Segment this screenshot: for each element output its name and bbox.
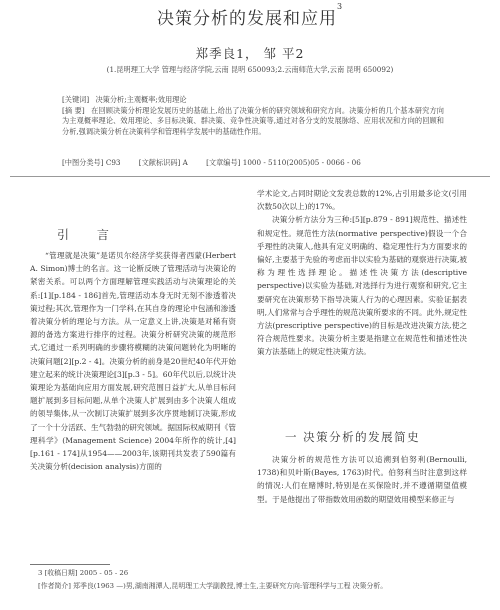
left-paragraph: “管理就是决策”是诺贝尔经济学奖获得者西蒙(Herbert A. Simon)博士的名言。这一论断反映了管理活动与决策论的紧密关系。可以两个方面理解管理实践活动与决策理论的关系:[1][p.184 - 186]首先,管理活动本身无时无刻不渗透着决策过程;其次,管理作为一门学科,在其自身的理论中包涵和渗透着决策分析的理论与方法。从一定意义上讲,决策是对稀有资源的备选方案进行排序的过程。决策分析研究决策的规范形式,它通过一系列明确的步骤将模糊的决策问题转化为明晰的决策问题[2][p.2 - 4]。决策分析的前身是20世纪40年代开始建立起来的统计决策理论[3][p.3 - 5]。60年代以后,以统计决策理论为基础向应用方面发展,研究范围日益扩大,从单目标问题扩展到多目标问题,从单个决策人扩展到由多个决策人组成的领导集体,从一次制订决策扩展到多次序贯地制订决策,形成了一个十分活跃、生气勃勃的研究领域。据国际权威期刊《管理科学》(Management Science) 2004年所作的统计,[4][p.161 - 174]从1954——2003年,该期刊共发表了590篇有关决策分析(decision analysis)方面的 (30, 251, 236, 472)
paper-title: 决策分析的发展和应用$^3$ (156, 2, 344, 29)
intro-heading: 引 言 (57, 228, 121, 242)
section-heading: 一 决策分析的发展简史 (285, 430, 421, 444)
clc-number: [中图分类号] C93 (62, 158, 121, 167)
author-bio: [作者简介] 郑季良(1963 —)男,湖南湘潭人,昆明理工大学副教授,博士生,主要研究方向:管理科学与工程 决策分析。 (38, 581, 388, 590)
header-divider (10, 176, 490, 177)
footnote-divider (30, 564, 110, 565)
left-column (30, 249, 236, 473)
author-line: 郑季良1， 邹 平2 (195, 46, 305, 61)
abstract-text: 在回顾决策分析理论发展历史的基础上,给出了决策分析的研究领域和研究方向。决策分析的几个基本研究方向为主观概率理论、效用理论、多目标决策、群决策、竞争性决策等,通过对各分支的发展脉络、应用状况和方向的回顾和分析,强调决策分析在决策科学和管理科学发展中的基础性作用。 (62, 106, 444, 136)
abstract-label: [摘 要] (62, 106, 85, 115)
classification-line (62, 158, 462, 168)
received-date: 3 [收稿日期] 2005 - 05 - 26 (38, 569, 129, 577)
right-column-bottom (257, 453, 467, 506)
keywords-label: [关键词] (62, 95, 90, 104)
right-paragraph: 决策分析方法分为三种:[5][p.879 - 891]规范性、描述性和规定性。规范性方法(normative perspective)假设一个合乎理性的决策人,他具有定义明确的、稳定理性行为方面要求的偏好,主要基于先验的考虑而非以实验为基础的观察进行决策,被称为理性选择理论。描述性决策方法(descriptive perspective)以实验为基础,对选择行为进行观察和研究,它主要研究在决策形势下指导决策人行为的心理因素。实验证据表明,人们常常与合乎理性的规范决策所要求的不同。此外,规定性方法(prescriptive perspective)的目标是改进决策方法,使之符合规范性要求。决策分析主要是指建立在规范性和描述性决策方法基础上的规定性决策方法。 (257, 215, 467, 357)
article-number: [文章编号] 1000 - 5110(2005)05 - 0066 - 06 (206, 158, 361, 167)
right-column-top (257, 187, 467, 359)
keywords (62, 95, 442, 105)
title-footnote-mark: 3 (336, 2, 344, 11)
right-paragraph: 学术论文,占同时期论文发表总数的12%,占引用最多论文(引用次数50次以上)的17%。 (257, 189, 467, 212)
abstract (62, 106, 444, 137)
document-code: [文献标识码] A (138, 158, 188, 167)
footnotes (30, 568, 470, 593)
keywords-text: 决策分析;主观概率;效用理论 (95, 95, 187, 104)
affiliations: (1.昆明理工大学 管理与经济学院,云南 昆明 650093;2.云南师范大学,云南 昆明 650092) (106, 65, 394, 74)
right-paragraph: 决策分析的规范性方法可以追溯到伯努利(Bernoulli, 1738)和贝叶斯(Bayes, 1763)时代。伯努利当时注意到这样的情况:人们在赌博时,特别是在买保险时,并不遵循期望值模型。于是他提出了带指数效用函数的期望效用模型来修正与 (257, 455, 467, 504)
